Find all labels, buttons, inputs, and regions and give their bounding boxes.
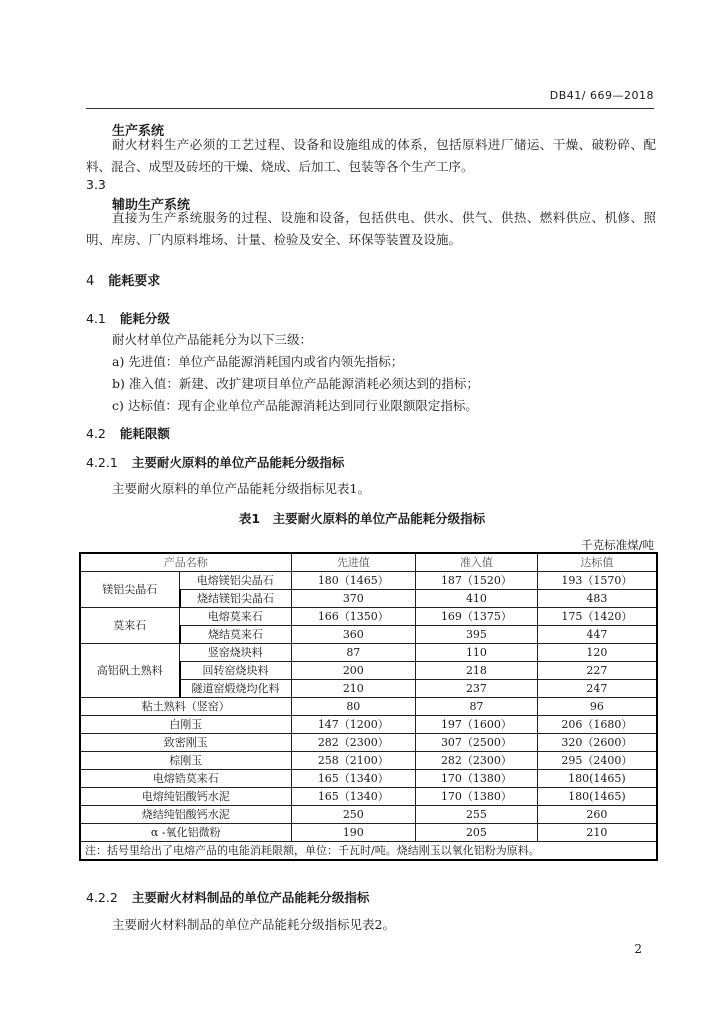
entry-value: 170（1380）: [416, 770, 538, 788]
group-name: 莫来石: [80, 608, 180, 644]
standard-value: 483: [537, 590, 657, 608]
entry-value: 169（1375）: [416, 608, 538, 626]
grade-intro: 耐火材单位产品能耗分为以下三级：: [112, 332, 313, 347]
product-name: 电熔纯铝酸钙水泥: [80, 788, 291, 806]
product-name: α -氧化铝微粉: [80, 824, 291, 842]
product-name: 电熔锆莫来石: [80, 770, 291, 788]
standard-value: 180(1465): [537, 788, 657, 806]
product-name: 电熔镁铝尖晶石: [180, 572, 291, 590]
entry-value: 255: [416, 806, 538, 824]
entry-value: 110: [416, 644, 538, 662]
section-heading-4-1: [86, 309, 170, 327]
list-item: b) 准入值：新建、改扩建项目单位产品能源消耗必须达到的指标；: [112, 376, 479, 391]
standard-value: 210: [537, 824, 657, 842]
table1-reference: 主要耐火原料的单位产品能耗分级指标见表1。: [112, 481, 370, 496]
entry-value: 237: [416, 680, 538, 698]
standard-value: 96: [537, 698, 657, 716]
term-auxiliary-system: 辅助生产系统: [112, 198, 191, 213]
advanced-value: 165（1340）: [291, 788, 416, 806]
advanced-value: 370: [291, 590, 416, 608]
table-row: [80, 770, 657, 788]
advanced-value: 360: [291, 626, 416, 644]
product-name: 隧道窑煅烧均化料: [180, 680, 291, 698]
standard-value: 175（1420）: [537, 608, 657, 626]
entry-value: 395: [416, 626, 538, 644]
standard-value: 260: [537, 806, 657, 824]
advanced-value: 165（1340）: [291, 770, 416, 788]
advanced-value: 80: [291, 698, 416, 716]
section-number: 4.2: [86, 426, 106, 441]
table1-title: 表1 主要耐火原料的单位产品能耗分级指标: [238, 511, 486, 526]
section-heading-4-2-1: [86, 453, 344, 471]
table-row: [80, 698, 657, 716]
product-name: 回转窑烧块料: [180, 662, 291, 680]
table1-unit: 千克标准煤/吨: [581, 538, 654, 552]
advanced-value: 250: [291, 806, 416, 824]
advanced-value: 147（1200）: [291, 716, 416, 734]
header-standard: 达标值: [537, 553, 657, 572]
product-name: 烧结镁铝尖晶石: [180, 590, 291, 608]
table-row: [80, 824, 657, 842]
group-name: 镁铝尖晶石: [80, 572, 180, 608]
table-row: [80, 806, 657, 824]
table-row: [80, 644, 657, 662]
product-name: 白刚玉: [80, 716, 291, 734]
section-title: 能耗要求: [108, 274, 161, 289]
table-note: 注：括号里给出了电熔产品的电能消耗限额，单位：千瓦时/吨。烧结刚玉以氧化铝粉为原料。: [80, 842, 657, 861]
term-production-system: 生产系统: [112, 124, 165, 139]
table2-reference: 主要耐火材料制品的单位产品能耗分级指标见表2。: [112, 917, 395, 932]
advanced-value: 166（1350）: [291, 608, 416, 626]
grade-list: [112, 329, 479, 417]
product-name: 烧结纯铝酸钙水泥: [80, 806, 291, 824]
advanced-value: 200: [291, 662, 416, 680]
header-product-name: 产品名称: [80, 553, 291, 572]
entry-value: 205: [416, 824, 538, 842]
group-name: 高铝矾土熟料: [80, 644, 180, 698]
header-divider: [86, 108, 654, 109]
table-row: [80, 716, 657, 734]
definition-auxiliary-system: 直接为生产系统服务的过程、设施和设备，包括供电、供水、供气、供热、燃料供应、机修、照明、库房、厂内原料堆场、计量、检验及安全、环保等装置及设施。: [86, 210, 656, 247]
table-row: [80, 788, 657, 806]
product-name: 棕刚玉: [80, 752, 291, 770]
list-item: a) 先进值：单位产品能源消耗国内或省内领先指标；: [112, 354, 404, 369]
product-name: 烧结莫来石: [180, 626, 291, 644]
table-row: [80, 734, 657, 752]
section-number: 4.2.2: [86, 890, 118, 905]
product-name: 致密刚玉: [80, 734, 291, 752]
page-number: 2: [634, 942, 642, 956]
product-name: 电熔莫来石: [180, 608, 291, 626]
entry-value: 170（1380）: [416, 788, 538, 806]
definition-production-system: 耐火材料生产必须的工艺过程、设备和设施组成的体系，包括原料进厂储运、干燥、破粉碎、配料、混合、成型及砖坯的干燥、烧成、后加工、包装等各个生产工序。: [86, 137, 656, 174]
standard-value: 247: [537, 680, 657, 698]
entry-value: 282（2300）: [416, 752, 538, 770]
standard-value: 120: [537, 644, 657, 662]
section-number: 4: [86, 274, 95, 289]
section-title: 主要耐火材料制品的单位产品能耗分级指标: [131, 890, 370, 905]
standard-value: 447: [537, 626, 657, 644]
section-title: 能耗限额: [119, 426, 170, 441]
section-heading-4: [86, 270, 160, 289]
entry-value: 87: [416, 698, 538, 716]
table-row: [80, 752, 657, 770]
section-title: 能耗分级: [119, 311, 170, 326]
header-advanced: 先进值: [291, 553, 416, 572]
product-name: 竖窑烧块料: [180, 644, 291, 662]
advanced-value: 87: [291, 644, 416, 662]
entry-value: 307（2500）: [416, 734, 538, 752]
entry-value: 197（1600）: [416, 716, 538, 734]
standard-value: 206（1680）: [537, 716, 657, 734]
standard-value: 193（1570）: [537, 572, 657, 590]
standard-value: 320（2600）: [537, 734, 657, 752]
table-header-row: [80, 553, 657, 572]
product-name: 粘土熟料（竖窑）: [80, 698, 291, 716]
entry-value: 218: [416, 662, 538, 680]
list-item: c) 达标值：现有企业单位产品能源消耗达到同行业限额限定指标。: [112, 398, 478, 413]
section-number-3-3: 3.3: [86, 177, 106, 192]
section-heading-4-2: [86, 424, 170, 442]
section-heading-4-2-2: [86, 888, 369, 906]
document-code: DB41/ 669—2018: [549, 89, 654, 102]
standard-value: 180(1465): [537, 770, 657, 788]
entry-value: 410: [416, 590, 538, 608]
advanced-value: 180（1465）: [291, 572, 416, 590]
advanced-value: 258（2100）: [291, 752, 416, 770]
table-note-row: [80, 842, 657, 861]
standard-value: 227: [537, 662, 657, 680]
advanced-value: 190: [291, 824, 416, 842]
standard-value: 295（2400）: [537, 752, 657, 770]
advanced-value: 282（2300）: [291, 734, 416, 752]
section-title: 主要耐火原料的单位产品能耗分级指标: [131, 455, 345, 470]
table-row: [80, 572, 657, 590]
advanced-value: 210: [291, 680, 416, 698]
header-entry: 准入值: [416, 553, 538, 572]
section-number: 4.2.1: [86, 455, 118, 470]
table-row: [80, 608, 657, 626]
energy-consumption-table: [79, 552, 658, 861]
section-number: 4.1: [86, 311, 106, 326]
entry-value: 187（1520）: [416, 572, 538, 590]
